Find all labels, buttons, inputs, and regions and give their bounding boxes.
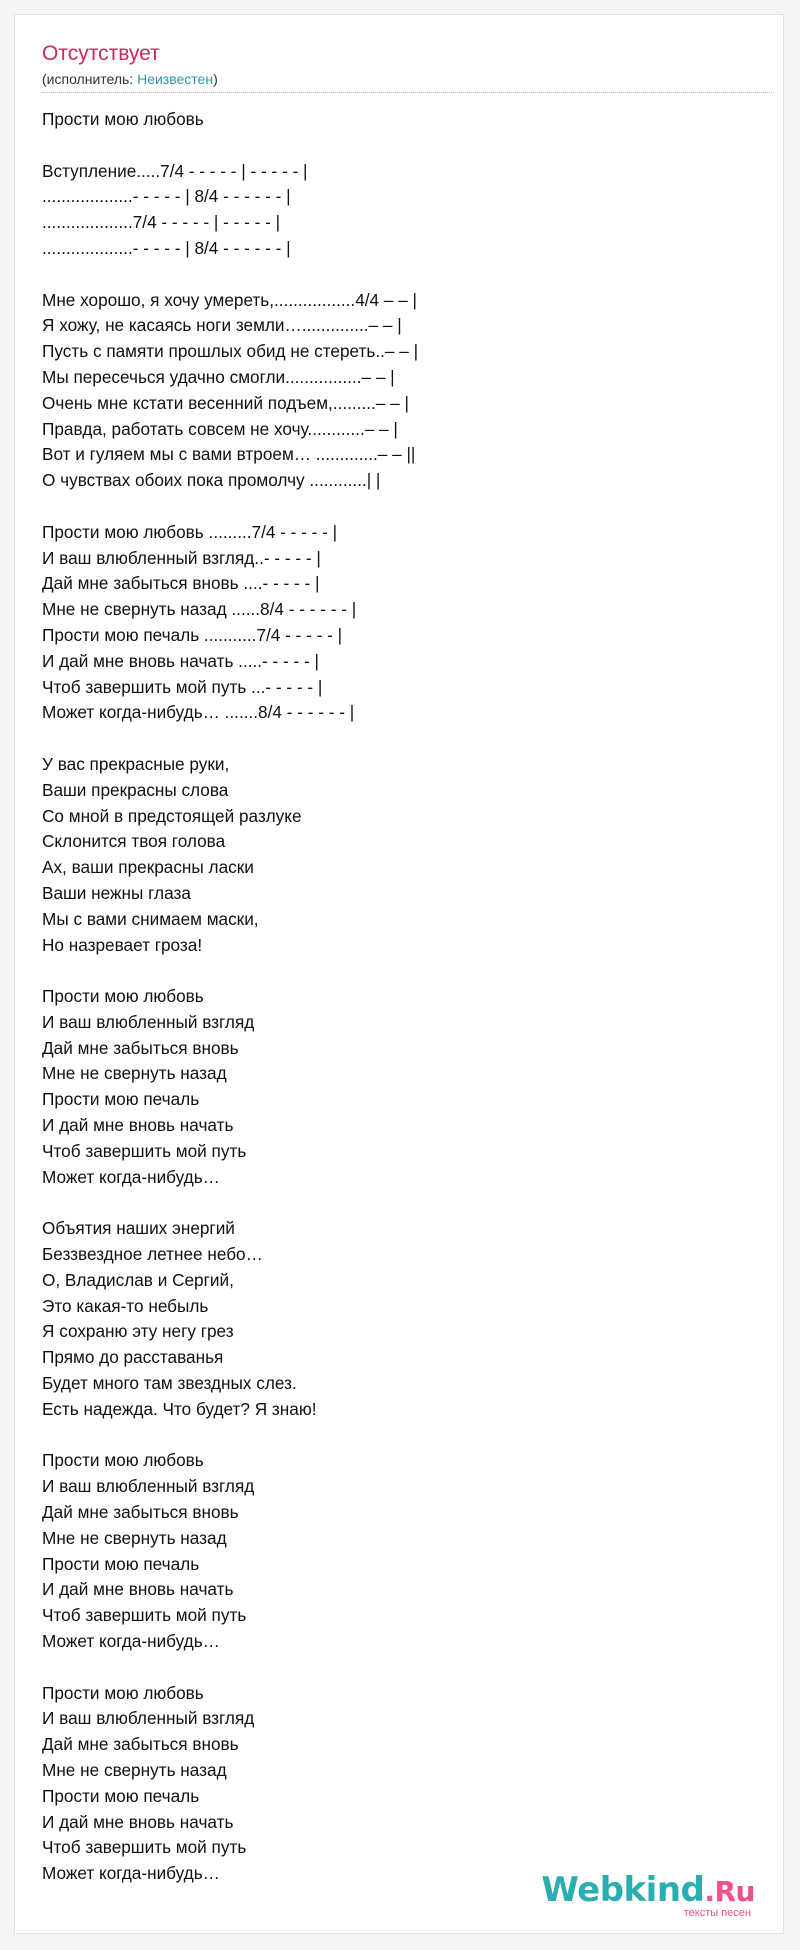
- lyric-line: И ваш влюбленный взгляд: [42, 1708, 255, 1729]
- lyric-line: И ваш влюбленный взгляд..- - - - - |: [42, 547, 321, 568]
- lyric-line: Это какая-то небыль: [42, 1295, 209, 1316]
- lyric-line: ...................- - - - - | 8/4 - - - - - - |: [42, 186, 291, 207]
- lyric-line: Мне не свернуть назад: [42, 1063, 227, 1084]
- lyric-line: Может когда-нибудь…: [42, 1863, 220, 1884]
- lyric-line: Но назревает гроза!: [42, 934, 203, 955]
- lyric-line: Я сохраню эту негу грез: [42, 1321, 234, 1342]
- lyric-line: Прости мою любовь: [42, 1450, 204, 1471]
- song-header: [42, 41, 774, 88]
- lyric-line: Прости мою печаль: [42, 1089, 200, 1110]
- lyric-line: [42, 958, 782, 984]
- lyric-line: Мне не свернуть назад: [42, 1760, 227, 1780]
- lyric-line: [42, 133, 782, 159]
- header-divider: [42, 92, 774, 93]
- lyric-line: Вступление.....7/4 - - - - - | - - - - - |: [42, 160, 308, 181]
- lyric-line: Прости мою печаль: [42, 1785, 200, 1806]
- lyric-line: Прости мою любовь: [42, 986, 204, 1007]
- lyric-line: У вас прекрасные руки,: [42, 753, 230, 774]
- lyric-line: Дай мне забыться вновь: [42, 1734, 239, 1755]
- lyric-line: Может когда-нибудь… .......8/4 - - - - - - |: [42, 702, 355, 723]
- lyric-line: Со мной в предстоящей разлуке: [42, 805, 302, 826]
- site-logo[interactable]: [541, 1871, 755, 1919]
- lyric-line: Дай мне забыться вновь ....- - - - - |: [42, 573, 320, 594]
- logo-tagline: тексты песен: [683, 1907, 751, 1919]
- lyric-line: Мы пересечься удачно смогли................– – |: [42, 366, 395, 387]
- lyric-line: Будет много там звездных слез.: [42, 1373, 297, 1394]
- lyric-line: [42, 262, 782, 288]
- lyric-line: Прямо до расставанья: [42, 1347, 224, 1368]
- lyric-line: Чтоб завершить мой путь ...- - - - - |: [42, 676, 323, 697]
- lyric-line: Склонится твоя голова: [42, 831, 226, 852]
- lyric-line: Прости мою любовь .........7/4 - - - - - |: [42, 521, 338, 542]
- lyric-line: Объятия наших энергий: [42, 1218, 235, 1239]
- lyric-line: Чтоб завершить мой путь: [42, 1605, 247, 1626]
- lyric-line: ...................7/4 - - - - - | - - - - - |: [42, 212, 281, 233]
- artist-link[interactable]: Неизвестен: [137, 71, 214, 87]
- lyric-line: Пусть с памяти прошлых обид не стереть..– – |: [42, 341, 419, 362]
- lyric-line: Может когда-нибудь…: [42, 1166, 220, 1187]
- lyric-line: И дай мне вновь начать .....- - - - - |: [42, 650, 320, 671]
- lyric-line: Я хожу, не касаясь ноги земли…..............– – |: [42, 315, 402, 336]
- lyric-line: О чувствах обоих пока промолчу ............| |: [42, 470, 381, 491]
- lyric-line: Есть надежда. Что будет? Я знаю!: [42, 1398, 317, 1419]
- lyric-line: И ваш влюбленный взгляд: [42, 1476, 255, 1497]
- lyric-line: Прости мою печаль: [42, 1553, 200, 1574]
- lyric-line: Прости мою любовь: [42, 109, 204, 129]
- lyric-line: Мне не свернуть назад ......8/4 - - - - - - |: [42, 599, 357, 620]
- lyric-line: И ваш влюбленный взгляд: [42, 1011, 255, 1032]
- lyrics-card: [14, 14, 784, 1934]
- lyric-line: Чтоб завершить мой путь: [42, 1837, 247, 1858]
- lyric-line: [42, 494, 782, 520]
- lyric-line: Мне не свернуть назад: [42, 1527, 227, 1548]
- lyric-line: И дай мне вновь начать: [42, 1115, 234, 1136]
- lyrics-text: [42, 107, 782, 1887]
- logo-tld: .Ru: [704, 1875, 755, 1908]
- lyric-line: [42, 1423, 782, 1449]
- lyric-line: ...................- - - - - | 8/4 - - - - - - |: [42, 237, 291, 258]
- lyric-line: Очень мне кстати весенний подъем,.........– – |: [42, 392, 409, 413]
- artist-prefix: (исполнитель:: [42, 71, 138, 87]
- lyric-line: О, Владислав и Сергий,: [42, 1269, 234, 1290]
- lyric-line: Дай мне забыться вновь: [42, 1502, 239, 1523]
- song-title: Отсутствует: [42, 42, 160, 65]
- lyric-line: [42, 1190, 782, 1216]
- lyric-line: Дай мне забыться вновь: [42, 1037, 239, 1058]
- logo-wordmark: [541, 1871, 755, 1911]
- artist-line: [42, 70, 774, 88]
- logo-main-text: Webkind: [541, 1870, 705, 1910]
- artist-suffix: ): [213, 71, 218, 87]
- lyric-line: Ваши нежны глаза: [42, 882, 191, 903]
- lyric-line: [42, 726, 782, 752]
- lyric-line: Прости мою печаль ...........7/4 - - - - - |: [42, 624, 343, 645]
- lyric-line: Мне хорошо, я хочу умереть,.................4/4 – – |: [42, 289, 418, 310]
- lyric-line: Ах, ваши прекрасны ласки: [42, 857, 254, 878]
- lyric-line: [42, 1655, 782, 1681]
- lyric-line: Вот и гуляем мы с вами втроем… .............– – ||: [42, 444, 416, 465]
- lyric-line: Может когда-нибудь…: [42, 1631, 220, 1652]
- lyric-line: И дай мне вновь начать: [42, 1579, 234, 1600]
- lyric-line: Мы с вами снимаем маски,: [42, 908, 259, 929]
- lyric-line: Прости мою любовь: [42, 1682, 204, 1703]
- lyric-line: Правда, работать совсем не хочу............– – |: [42, 418, 398, 439]
- lyric-line: Чтоб завершить мой путь: [42, 1140, 247, 1161]
- lyric-line: И дай мне вновь начать: [42, 1811, 234, 1832]
- lyric-line: Беззвездное летнее небо…: [42, 1244, 263, 1265]
- lyric-line: Ваши прекрасны слова: [42, 779, 229, 800]
